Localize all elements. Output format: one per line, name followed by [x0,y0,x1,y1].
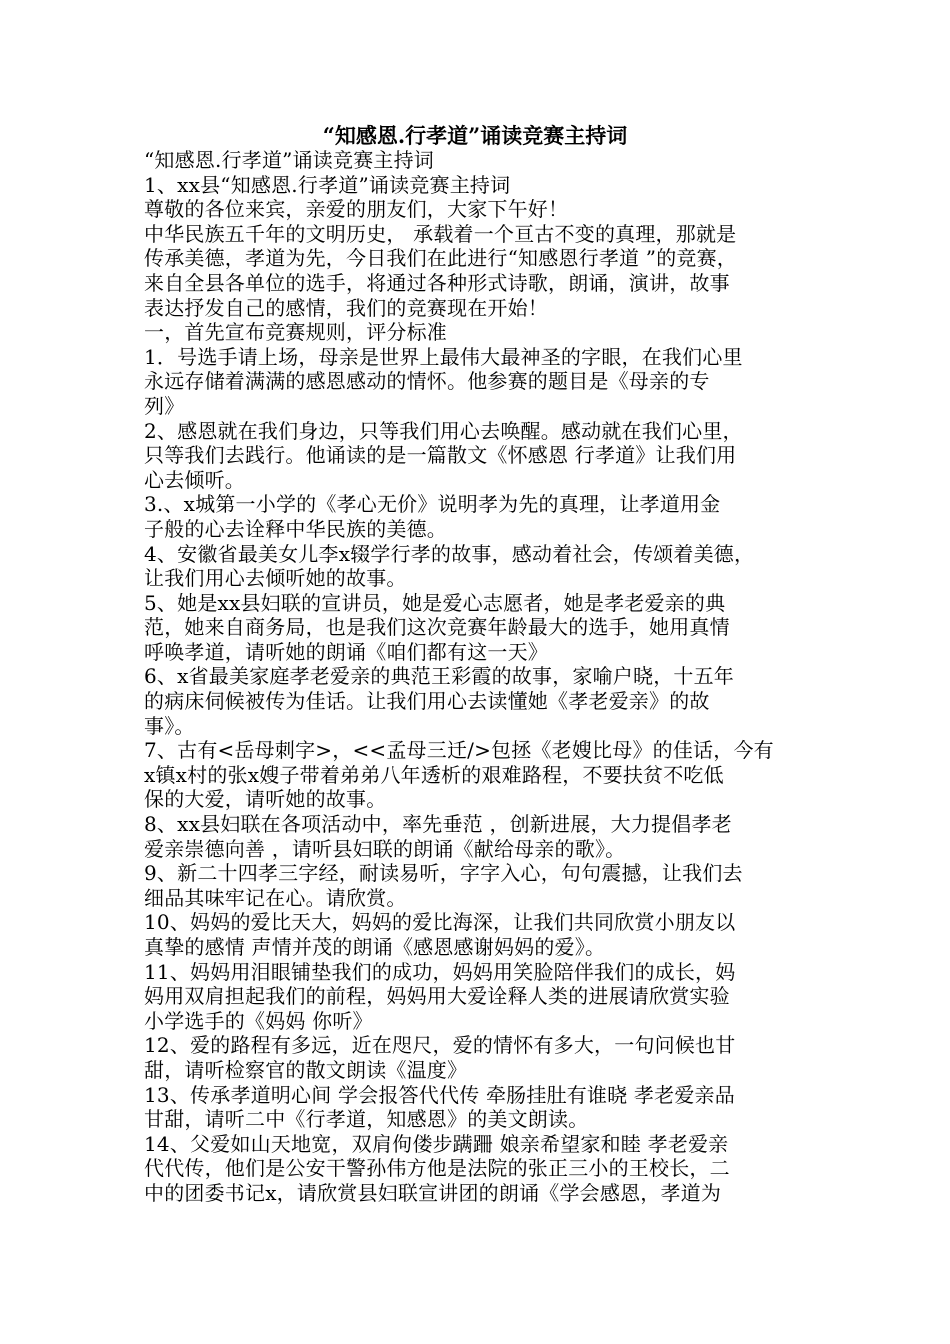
text-line: 妈用双肩担起我们的前程，妈妈用大爱诠释人类的进展请欣赏实验 [144,984,730,1009]
text-line: 1．号选手请上场，母亲是世界上最伟大最神圣的字眼，在我们心里 [144,344,743,369]
text-line: 呼唤孝道，请听她的朗诵《咱们都有这一天》 [144,639,548,664]
document-title: “知感恩.行孝道”诵读竞赛主持词 [322,123,628,148]
text-line: 一，首先宣布竞赛规则，评分标准 [144,320,447,345]
text-line: 9、新二十四孝三字经，耐读易听，字字入心，句句震撼，让我们去 [144,861,743,886]
text-line: 范，她来自商务局，也是我们这次竞赛年龄最大的选手，她用真情 [144,615,730,640]
text-line: 的病床伺候被传为佳话。让我们用心去读懂她《孝老爱亲》的故 [144,689,710,714]
text-line: 4、安徽省最美女儿李x辍学行孝的故事，感动着社会，传颂着美德， [144,541,755,566]
text-line: 11、妈妈用泪眼铺垫我们的成功，妈妈用笑脸陪伴我们的成长，妈 [144,959,736,984]
text-line: 真挚的感情 声情并茂的朗诵《感恩感谢妈妈的爱》。 [144,935,606,959]
text-line: 1、xx县“知感恩.行孝道”诵读竞赛主持词 [144,172,511,197]
text-line: 2、感恩就在我们身边，只等我们用心去唤醒。感动就在我们心里， [144,418,743,443]
text-line: 小学选手的《妈妈 你听》 [144,1008,373,1033]
text-line: 6、x省最美家庭孝老爱亲的典范王彩霞的故事，家喻户晓，十五年 [144,664,735,689]
text-line: 尊敬的各位来宾，亲爱的朋友们，大家下午好！ [144,197,569,222]
text-line: “知感恩.行孝道”诵读竞赛主持词 [144,148,435,172]
text-line: 13、传承孝道明心间 学会报答代代传 牵肠挂肚有谁晓 孝老爱亲品 [144,1082,735,1107]
text-line: 保的大爱，请听她的故事。 [144,787,387,812]
text-line: 14、父爱如山天地宽，双肩佝偻步蹒跚 娘亲希望家和睦 孝老爱亲 [144,1131,729,1156]
text-line: 细品其味牢记在心。请欣赏。 [144,885,407,910]
text-line: 事》。 [144,713,195,738]
text-line: 来自全县各单位的选手，将通过各种形式诗歌，朗诵，演讲，故事 [144,270,730,295]
text-line: 7、古有<岳母刺字>，<<孟母三迁/>包拯《老嫂比母》的佳话，今有 [144,738,774,763]
text-line: 让我们用心去倾听她的故事。 [144,566,407,591]
text-line: x镇x村的张x嫂子带着弟弟八年透析的艰难路程，不要扶贫不吃低 [144,762,724,787]
text-line: 子般的心去诠释中华民族的美德。 [144,516,447,541]
text-line: 代代传，他们是公安干警孙伟方他是法院的张正三小的王校长，二 [144,1156,730,1181]
text-line: 10、妈妈的爱比天大，妈妈的爱比海深，让我们共同欣赏小朋友以 [144,910,736,935]
text-line: 列》 [144,393,185,418]
text-line: 8、xx县妇联在各项活动中，率先垂范 ，创新进展，大力提倡孝老 [144,812,732,837]
text-line: 5、她是xx县妇联的宣讲员，她是爱心志愿者，她是孝老爱亲的典 [144,590,726,615]
text-line: 中的团委书记x，请欣赏县妇联宣讲团的朗诵《学会感恩，孝道为 [144,1180,722,1205]
text-line: 心去倾听。 [144,467,245,492]
text-line: 永远存储着满满的感恩感动的情怀。他参赛的题目是《母亲的专 [144,369,710,394]
text-line: 中华民族五千年的文明历史， 承载着一个亘古不变的真理，那就是 [144,221,737,246]
text-line: 爱亲崇德向善 ，请听县妇联的朗诵《献给母亲的歌》。 [144,836,626,861]
text-line: 甜，请听检察官的散文朗读《温度》 [144,1057,468,1082]
text-line: 12、爱的路程有多远，近在咫尺，爱的情怀有多大，一句问候也甘 [144,1033,736,1058]
document-body [144,148,812,1206]
text-line: 3.、x城第一小学的《孝心无价》说明孝为先的真理，让孝道用金 [144,492,721,517]
text-line: 传承美德，孝道为先，今日我们在此进行“知感恩行孝道 ”的竞赛， [144,246,738,271]
text-line: 甘甜，请听二中《行孝道，知感恩》的美文朗读。 [144,1107,589,1132]
text-line: 只等我们去践行。他诵读的是一篇散文《怀感恩 行孝道》让我们用 [144,443,737,468]
text-line: 表达抒发自己的感情，我们的竞赛现在开始！ [144,295,548,320]
